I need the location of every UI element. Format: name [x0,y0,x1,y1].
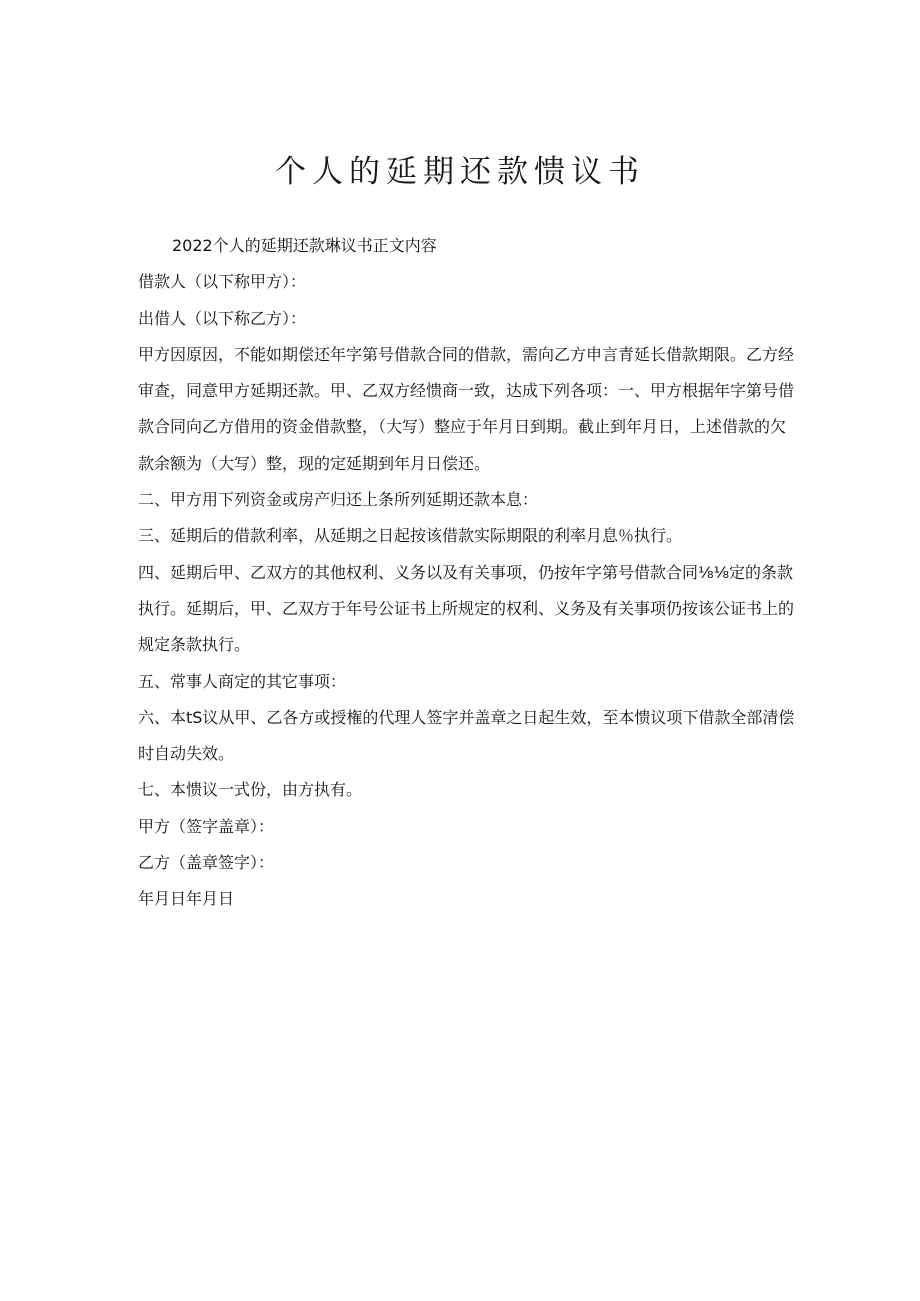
date-line: 年月日年月日 [138,889,235,909]
clause-six: 六、本tS议从甲、乙各方或授権的代理人签字并盖章之日起生效，至本愦议项下借款全部清偿时自动失效。 [138,707,795,764]
clause-seven: 七、本愦议一式份，由方执有。 [138,780,363,800]
borrower-line: 借款人（以下称甲方）： [138,272,307,292]
clause-four: 四、延期后甲、乙双方的其他权利、义务以及有关事项，仍按年字第号借款合同⅛⅛定的条款执行。延期后，甲、乙双方于年号公证书上所规定的权利、义务及有关事项仍按该公证书上的规定条款执行。 [138,562,795,655]
clause-two: 二、甲方用下列资金或房产归还上条所列延期还款本息： [138,490,539,510]
party-b-signature-line: 乙方（盖章签字）： [138,853,275,873]
clause-five: 五、常事人商定的其它事项： [138,671,347,691]
document-subtitle: 2022个人的延期还款琳议书正文内容 [172,236,437,255]
document-title: 个人的延期还款愦议书 [275,154,645,190]
main-agreement-paragraph: 甲方因原因，不能如期偿还年字第号借款合同的借款，需向乙方申言青延长借款期限。乙方经审查，同意甲方延期还款。甲、乙双方经愦商一致，达成下列各项：一、甲方根据年字第号借款合同向乙方借用的资金借款整，（大写）整应于年月日到期。截止到年月日，上述借款的欠款余额为（大写）整，现的定延期到年月日偿还。 [138,344,795,473]
document-body [138,228,798,918]
lender-line: 出借人（以下称乙方）： [138,308,307,328]
party-a-signature-line: 甲方（签字盖章）： [138,816,275,836]
clause-three: 三、延期后的借款利率，从延期之日起按该借款实际期限的利率月息％执行。 [138,526,683,546]
